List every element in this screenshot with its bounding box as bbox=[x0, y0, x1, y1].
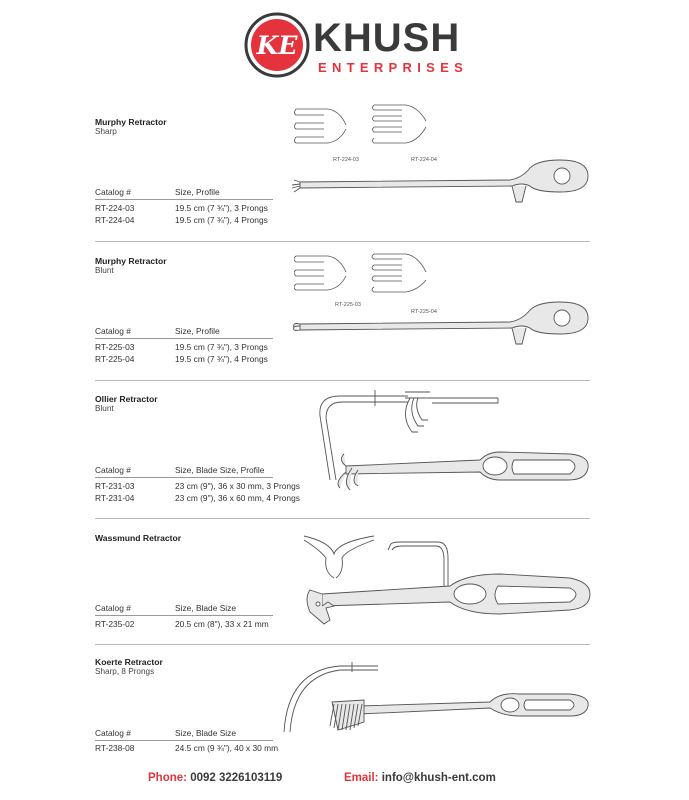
product-title: Koerte Retractor bbox=[95, 657, 163, 667]
figure-caption: RT-225-04 bbox=[411, 309, 437, 315]
catalog-header: Catalog # bbox=[95, 603, 131, 613]
figure-caption: RT-225-03 bbox=[335, 302, 361, 308]
email-address[interactable]: info@khush-ent.com bbox=[381, 772, 496, 784]
spec-description: 23 cm (9"), 36 x 30 mm, 3 Prongs bbox=[175, 481, 300, 491]
figure-caption: RT-224-04 bbox=[411, 157, 437, 163]
figure-caption: RT-224-03 bbox=[333, 157, 359, 163]
spec-divider bbox=[95, 477, 273, 478]
spec-description: 24.5 cm (9 ¾"), 40 x 30 mm bbox=[175, 743, 279, 753]
phone-number[interactable]: 0092 3226103119 bbox=[190, 772, 283, 784]
spec-column-header: Size, Blade Size, Profile bbox=[175, 465, 265, 475]
instrument-drawing bbox=[280, 660, 592, 760]
spec-column-header: Size, Profile bbox=[175, 187, 220, 197]
spec-description: 19.5 cm (7 ¾"), 4 Prongs bbox=[175, 354, 268, 364]
section-divider bbox=[95, 241, 590, 242]
catalog-number: RT-225-04 bbox=[95, 354, 135, 364]
catalog-header: Catalog # bbox=[95, 465, 131, 475]
catalog-header: Catalog # bbox=[95, 728, 131, 738]
spec-divider bbox=[95, 615, 273, 616]
catalog-number: RT-238-08 bbox=[95, 743, 135, 753]
phone-contact[interactable] bbox=[148, 772, 282, 784]
spec-description: 19.5 cm (7 ¾"), 4 Prongs bbox=[175, 215, 268, 225]
instrument-drawing bbox=[290, 298, 590, 352]
brand-name: KHUSH bbox=[313, 16, 461, 60]
spec-column-header: Size, Blade Size bbox=[175, 728, 236, 738]
spec-description: 19.5 cm (7 ¾"), 3 Prongs bbox=[175, 342, 268, 352]
spec-divider bbox=[95, 338, 273, 339]
prong-profile-drawing bbox=[294, 103, 439, 161]
catalog-number: RT-224-04 bbox=[95, 215, 135, 225]
spec-divider bbox=[95, 199, 273, 200]
section-divider bbox=[95, 644, 590, 645]
product-title: Wassmund Retractor bbox=[95, 533, 182, 543]
instrument-drawing bbox=[290, 158, 590, 212]
catalog-header: Catalog # bbox=[95, 326, 131, 336]
spec-description: 23 cm (9"), 36 x 60 mm, 4 Prongs bbox=[175, 493, 300, 503]
header bbox=[0, 0, 689, 95]
catalog-number: RT-231-03 bbox=[95, 481, 135, 491]
catalog-number: RT-224-03 bbox=[95, 203, 135, 213]
email-contact[interactable] bbox=[344, 772, 496, 784]
catalog-header: Catalog # bbox=[95, 187, 131, 197]
svg-text:KE: KE bbox=[256, 31, 298, 60]
email-label: Email: bbox=[344, 772, 379, 784]
product-subtitle: Sharp bbox=[95, 127, 117, 136]
product-subtitle: Blunt bbox=[95, 266, 114, 275]
brand-logo bbox=[244, 12, 310, 83]
section-divider bbox=[95, 380, 590, 381]
catalog-number: RT-225-03 bbox=[95, 342, 135, 352]
product-title: Murphy Retractor bbox=[95, 256, 167, 266]
brand-tagline: ENTERPRISES bbox=[318, 60, 469, 75]
spec-divider bbox=[95, 740, 273, 741]
phone-label: Phone: bbox=[148, 772, 187, 784]
product-title: Murphy Retractor bbox=[95, 117, 167, 127]
product-subtitle: Sharp, 8 Prongs bbox=[95, 667, 155, 676]
section-divider bbox=[95, 518, 590, 519]
spec-description: 19.5 cm (7 ¾"), 3 Prongs bbox=[175, 203, 268, 213]
catalog-number: RT-231-04 bbox=[95, 493, 135, 503]
catalog-number: RT-235-02 bbox=[95, 619, 135, 629]
spec-description: 20.5 cm (8"), 33 x 21 mm bbox=[175, 619, 269, 629]
instrument-drawing bbox=[300, 528, 592, 640]
spec-column-header: Size, Profile bbox=[175, 326, 220, 336]
product-subtitle: Blunt bbox=[95, 404, 114, 413]
spec-column-header: Size, Blade Size bbox=[175, 603, 236, 613]
instrument-drawing bbox=[300, 386, 590, 494]
product-title: Ollier Retractor bbox=[95, 394, 158, 404]
